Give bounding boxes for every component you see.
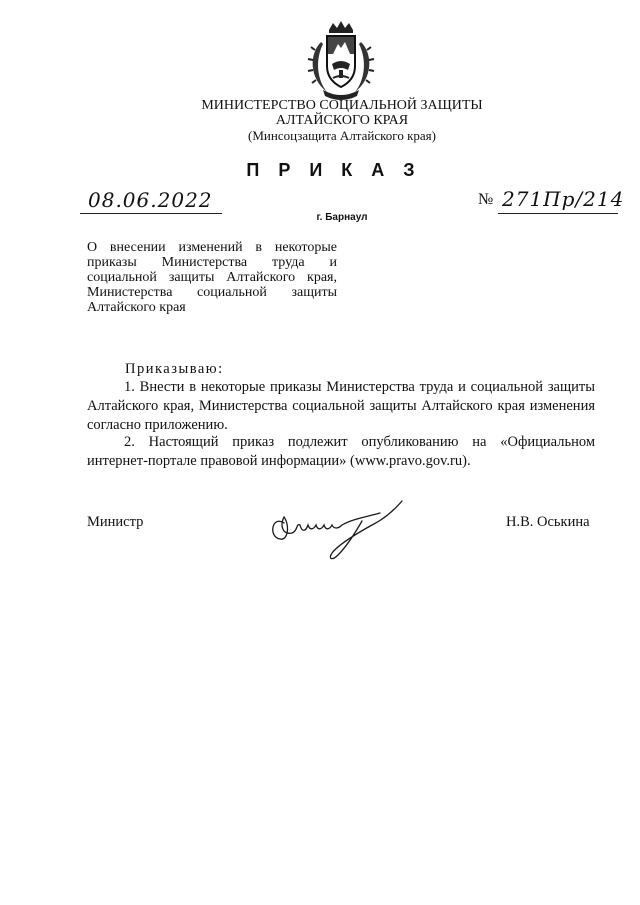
order-item-1: 1. Внести в некоторые приказы Министерства труда и социальной защиты Алтайского края, Министерства социальной защиты Алтайского края изменения согласно приложению. [87,379,595,433]
document-type-title: ПРИКАЗ [246,160,434,180]
document-date: 08.06.2022 [88,188,213,212]
coat-of-arms-icon [303,20,379,102]
ministry-region: АЛТАЙСКОГО КРАЯ [275,113,409,128]
signature-icon [262,495,412,565]
document-subject: О внесении изменений в некоторые приказы Министерства труда и социальной защиты Алтайского края, Министерства социальной защиты Алтайского края [87,240,337,315]
signer-name: Н.В. Оськина [506,514,590,530]
number-sign: № [478,191,494,208]
signer-position: Министр [87,514,144,530]
order-item-2: 2. Настоящий приказ подлежит опубликованию на «Официальном интернет-портале правовой информации» (www.pravo.gov.ru). [87,434,595,469]
order-word: Приказываю: [125,361,224,377]
ministry-name: МИНИСТЕРСТВО СОЦИАЛЬНОЙ ЗАЩИТЫ [201,98,483,113]
document-number: 271Пр/214 [502,187,625,211]
number-underline [498,213,618,214]
ministry-short-name: (Минсоцзащита Алтайского края) [248,128,436,143]
document-city: г. Барнаул [316,212,368,223]
date-underline [80,213,222,214]
